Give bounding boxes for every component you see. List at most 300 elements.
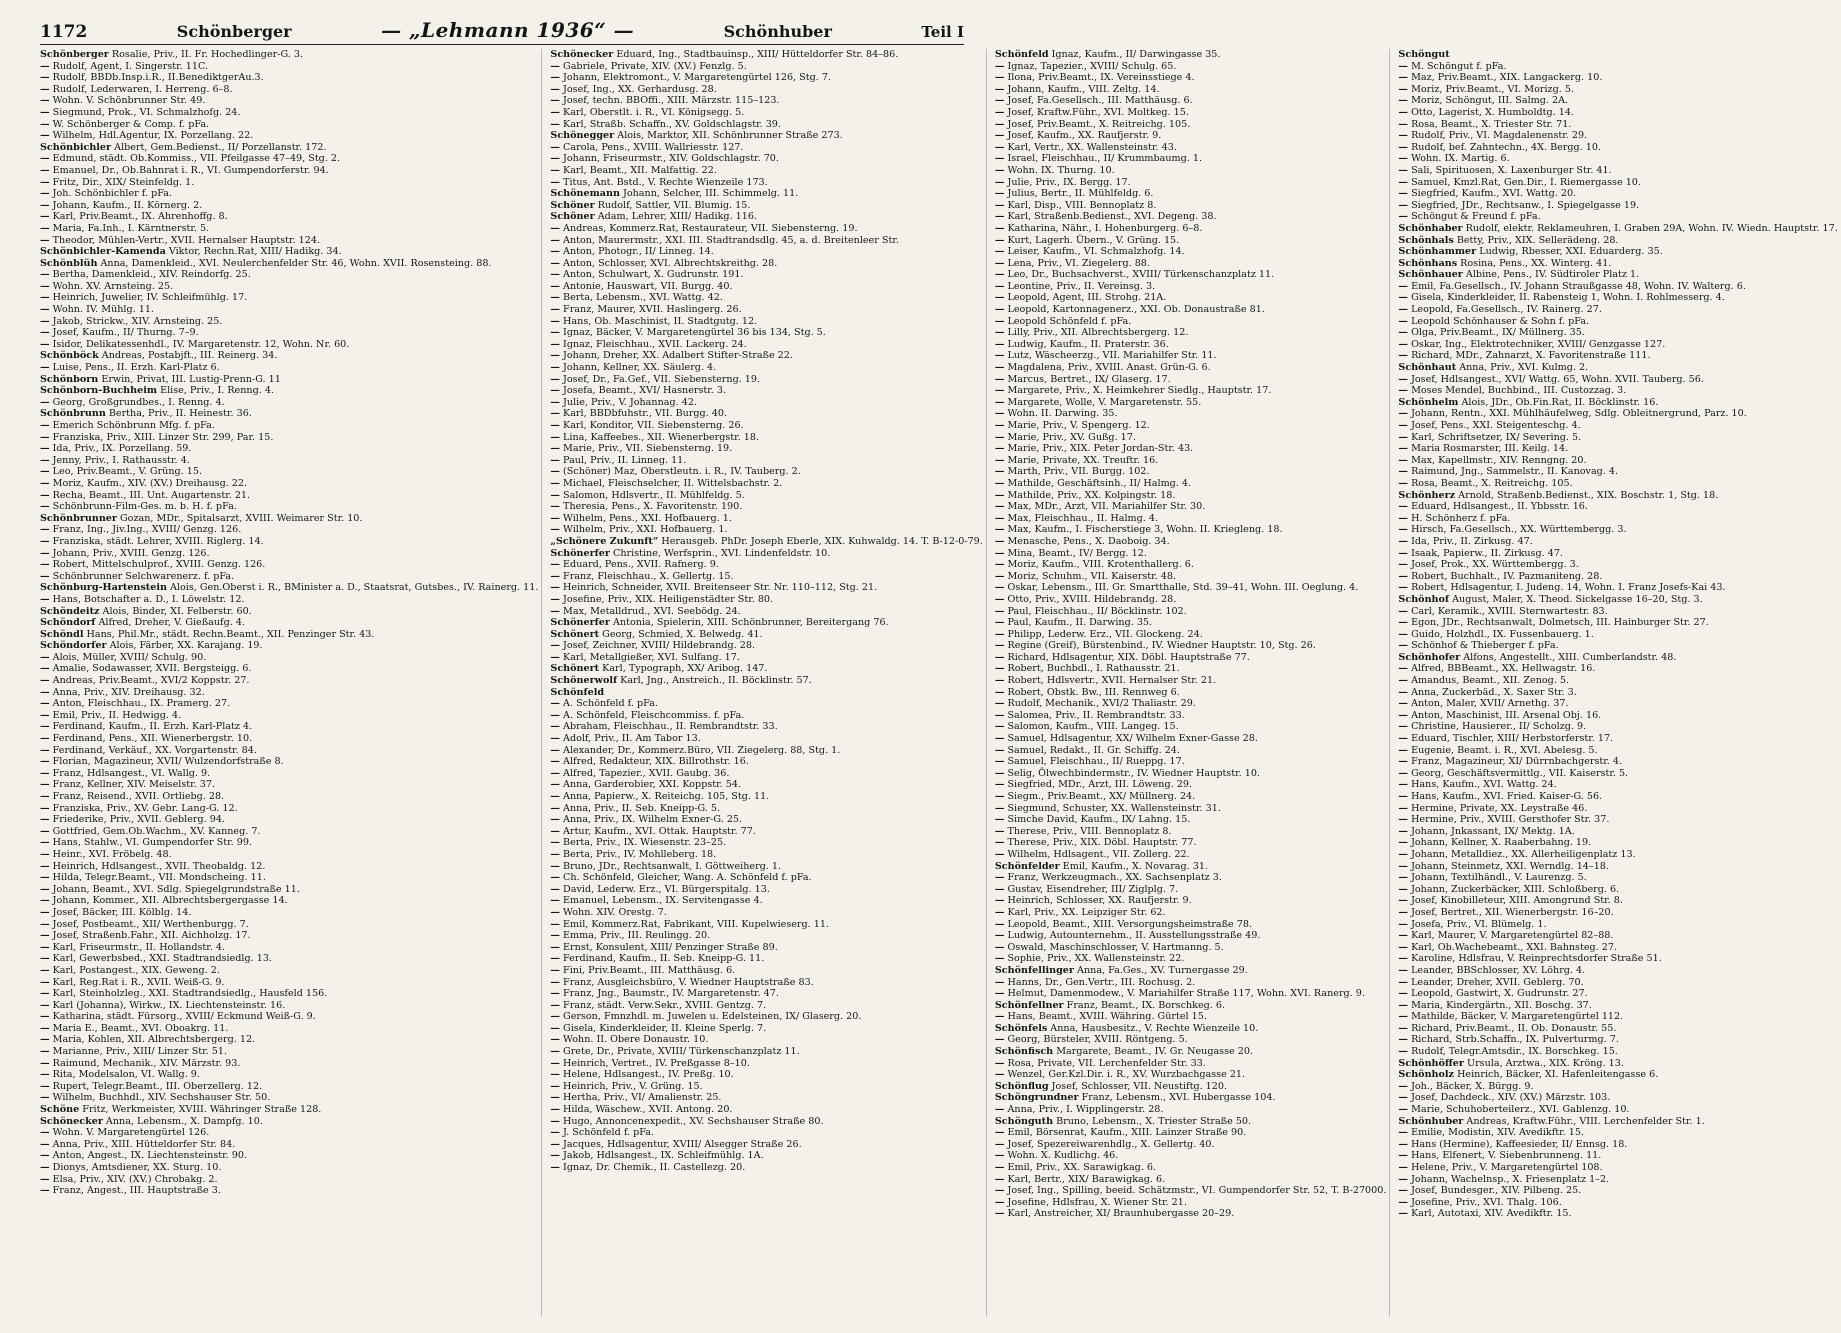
directory-entry <box>995 466 1387 478</box>
directory-entry <box>1398 1058 1837 1070</box>
entry-name: — <box>1398 1138 1409 1150</box>
entry-text: Franziska, städt. Lehrer, XVIII. Riglerg. 14. <box>49 535 264 547</box>
directory-entry <box>1398 374 1837 386</box>
entry-text: Gozan, MDr., Spitalsarzt, XVIII. Weimarer Str. 10. <box>116 512 363 524</box>
entry-name: — <box>994 373 1005 385</box>
entry-text: Robert, Hdlsagentur, I. Judeng. 14, Wohn. I. Franz Josefs-Kai 43. <box>1408 582 1726 594</box>
entry-name: — <box>1398 315 1409 327</box>
entry-text: Rudolf, elektr. Reklameuhren, I. Graben 29A, Wohn. IV. Wiedn. Hauptstr. 17. <box>1462 222 1838 234</box>
entry-text: Robert, Obstk. Bw., III. Rennweg 6. <box>1004 686 1180 698</box>
entry-name: — <box>40 651 50 663</box>
entry-text: Hirsch, Fa.Gesellsch., XX. Württembergg. 3. <box>1408 524 1627 536</box>
directory-entry <box>1398 397 1837 409</box>
entry-name: Schönherz <box>1398 489 1456 501</box>
directory-entry <box>1398 919 1837 931</box>
directory-entry <box>40 814 538 826</box>
entry-text: Karl, Steinholzleg., XXI. Stadtrandsiedlg., Hausfeld 156. <box>49 988 328 1000</box>
entry-name: — <box>40 1127 50 1139</box>
entry-name: — <box>550 976 560 988</box>
entry-name: — <box>994 118 1005 130</box>
entry-text: Heinrich, Vertret., IV. Preßgasse 8–10. <box>560 1057 750 1069</box>
entry-name: — <box>1398 1034 1409 1046</box>
entry-text: Alois, Gen.Oberst i. R., BMinister a. D., Staatsrat, Gutsbes., IV. Rainerg. 11. <box>166 582 539 594</box>
entry-text: Anna, Priv., XVI. Kulmg. 2. <box>1456 362 1589 374</box>
entry-text: Josef, techn. BBOffi., XIII. Märzstr. 115–123. <box>560 95 780 107</box>
entry-text: Siegfried, JDr., Rechtsanw., I. Spiegelgasse 19. <box>1408 199 1640 211</box>
directory-entry <box>550 200 982 212</box>
entry-name: — <box>1398 1104 1409 1116</box>
directory-entry <box>550 733 982 745</box>
entry-text: Marie, Priv., XV. Gußg. 17. <box>1004 431 1136 443</box>
entry-name: — <box>550 153 560 165</box>
entry-name: — <box>40 570 50 582</box>
entry-text: Rudolf, Agent, I. Singerstr. 11C. <box>49 60 208 72</box>
entry-text: Regine (Greif), Bürstenbind., IV. Wiedner Hauptstr. 10, Stg. 26. <box>1004 640 1316 652</box>
entry-text: Franz, Magazineur, XI/ Dürrnbachgerstr. 4. <box>1408 756 1623 768</box>
entry-name: — <box>550 1138 560 1150</box>
entry-name: Schöner <box>550 199 595 211</box>
entry-text: Recha, Beamt., III. Unt. Augartenstr. 21. <box>49 489 251 501</box>
directory-entry <box>40 919 538 931</box>
entry-name: — <box>994 257 1005 269</box>
entry-name: — <box>994 477 1005 489</box>
entry-text: Friederike, Priv., XVII. Geblerg. 94. <box>49 814 225 826</box>
entry-text: Leander, BBSchlosser, XV. Löhrg. 4. <box>1408 964 1586 976</box>
entry-name: — <box>40 733 50 745</box>
entry-name: — <box>1398 211 1409 223</box>
directory-entry <box>40 733 538 745</box>
entry-name: Schönerwolf <box>550 675 618 687</box>
entry-name: — <box>40 802 50 814</box>
entry-text: Johann, Zuckerbäcker, XIII. Schloßberg. 6. <box>1408 883 1620 895</box>
entry-text: Hans, Phil.Mr., städt. Rechn.Beamt., XII. Penzinger Str. 43. <box>83 628 375 640</box>
entry-name: Schönfeld <box>550 686 605 698</box>
entry-text: Rosa, Private, VII. Lerchenfelder Str. 33. <box>1004 1057 1206 1069</box>
entry-text: Edmund, städt. Ob.Kommiss., VII. Pfeilgasse 47–49, Stg. 2. <box>49 153 341 165</box>
directory-entry <box>995 965 1387 977</box>
entry-name: — <box>550 953 560 965</box>
directory-entry <box>550 745 982 757</box>
directory-entry <box>995 606 1387 618</box>
directory-entry <box>995 837 1387 849</box>
entry-text: Franz, Maurer, XVII. Haslingerg. 26. <box>560 304 742 316</box>
entry-name: — <box>550 234 560 246</box>
directory-entry <box>995 1150 1387 1162</box>
directory-entry <box>550 687 982 699</box>
directory-entry <box>1398 582 1837 594</box>
directory-entry <box>550 235 982 247</box>
entry-name: — <box>550 72 560 84</box>
entry-text: Gisela, Kinderkleider, II. Rabensteig 1, Wohn. I. Rohlmesserg. 4. <box>1408 292 1725 304</box>
entry-name: — <box>994 338 1005 350</box>
entry-name: — <box>550 477 560 489</box>
entry-text: Max, Fleischhau., II. Halmg. 4. <box>1004 512 1159 524</box>
entry-name: — <box>40 431 50 443</box>
entry-text: Josef, Postbeamt., XII/ Werthenburgg. 7. <box>49 918 249 930</box>
entry-text: Wohn. II. Obere Donaustr. 10. <box>560 1034 709 1046</box>
directory-entry <box>40 1139 538 1151</box>
entry-text: Hans, Botschafter a. D., I. Löwelstr. 12. <box>49 593 245 605</box>
entry-text: Eduard, Tischler, XIII/ Herbstorferstr. 17. <box>1408 733 1614 745</box>
entry-name: — <box>994 651 1005 663</box>
directory-entry <box>1398 165 1837 177</box>
entry-name: — <box>994 1034 1005 1046</box>
directory-entry <box>1398 490 1837 502</box>
entry-text: Sophie, Priv., XX. Wallensteinstr. 22. <box>1004 953 1185 965</box>
directory-entry <box>40 258 538 270</box>
entry-name: — <box>40 1022 50 1034</box>
entry-text: Artur, Kaufm., XVI. Ottak. Hauptstr. 77. <box>560 825 756 837</box>
entry-name: — <box>994 222 1005 234</box>
entry-text: Rupert, Telegr.Beamt., III. Oberzellerg. 12. <box>49 1080 263 1092</box>
entry-text: Gisela, Kinderkleider, II. Kleine Sperlg. 7. <box>560 1022 767 1034</box>
entry-name: Schönert <box>550 628 600 640</box>
entry-text: Karl, Maurer, V. Margaretengürtel 82–88. <box>1408 930 1614 942</box>
directory-entry <box>1398 95 1837 107</box>
directory-entry <box>995 814 1387 826</box>
entry-text: Karl, Postangest., XIX. Geweng. 2. <box>49 964 220 976</box>
entry-text: Philipp, Lederw. Erz., VII. Glockeng. 24. <box>1004 628 1203 640</box>
entry-text: Marianne, Priv., XIII/ Linzer Str. 51. <box>49 1046 228 1058</box>
directory-entry <box>550 965 982 977</box>
entry-name: — <box>994 95 1005 107</box>
entry-name: — <box>994 385 1005 397</box>
directory-entry <box>1398 513 1837 525</box>
directory-entry <box>40 559 538 571</box>
directory-entry <box>1398 1139 1837 1151</box>
directory-entry <box>40 524 538 536</box>
entry-name: — <box>40 396 50 408</box>
entry-text: Therese, Priv., XIX. Döbl. Hauptstr. 77. <box>1004 837 1197 849</box>
directory-entry <box>995 130 1387 142</box>
entry-name: — <box>1398 501 1409 513</box>
entry-name: — <box>1398 559 1409 571</box>
directory-entry <box>1398 1092 1837 1104</box>
entry-text: Fini, Priv.Beamt., III. Matthäusg. 6. <box>560 964 736 976</box>
directory-entry <box>550 1069 982 1081</box>
directory-entry <box>995 1023 1387 1035</box>
directory-entry <box>1398 791 1837 803</box>
directory-entry <box>40 930 538 942</box>
entry-name: — <box>550 350 560 362</box>
directory-entry <box>40 710 538 722</box>
entry-text: Richard, Hdlsagentur, XIX. Döbl. Hauptstraße 77. <box>1004 651 1250 663</box>
entry-name: — <box>994 802 1005 814</box>
entry-name: — <box>550 246 560 258</box>
entry-name: — <box>994 327 1005 339</box>
entry-name: — <box>550 292 560 304</box>
entry-name: — <box>1398 825 1409 837</box>
entry-name: — <box>550 60 560 72</box>
directory-entry <box>550 119 982 131</box>
entry-name: — <box>40 443 50 455</box>
entry-text: Josef, Kaufm., II/ Thurng. 7–9. <box>49 327 199 339</box>
entry-text: Wohn. IX. Thurng. 10. <box>1004 164 1115 176</box>
directory-entry <box>1398 536 1837 548</box>
directory-entry <box>1398 350 1837 362</box>
entry-name: — <box>40 906 50 918</box>
directory-columns <box>40 49 1838 1317</box>
entry-name: Schönerfer <box>550 547 610 559</box>
entry-text: Luise, Pens., II. Erzh. Karl-Platz 6. <box>49 362 220 374</box>
entry-name: — <box>994 1104 1005 1116</box>
directory-entry <box>550 1150 982 1162</box>
directory-entry <box>40 803 538 815</box>
directory-entry <box>40 153 538 165</box>
entry-name: — <box>994 675 1005 687</box>
entry-text: Heinrich, Juwelier, IV. Schleifmühlg. 17. <box>49 292 248 304</box>
directory-entry <box>995 1046 1387 1058</box>
entry-text: Johann, Jnkassant, IX/ Mektg. 1A. <box>1408 825 1575 837</box>
entry-name: — <box>40 83 50 95</box>
entry-text: Rudolf, Telegr.Amtsdir., IX. Borschkeg. 15. <box>1408 1046 1618 1058</box>
entry-text: Oskar, Ing., Elektrotechniker, XVIII/ Genzgasse 127. <box>1408 338 1666 350</box>
directory-entry <box>40 107 538 119</box>
entry-text: Carola, Pens., XVIII. Wallriesstr. 127. <box>560 141 744 153</box>
directory-entry <box>40 49 538 61</box>
entry-text: Eduard, Ing., Stadtbauinsp., XIII/ Hütteldorfer Str. 84–86. <box>613 49 899 60</box>
entry-text: Karl, Metallgießer, XVI. Sulfang. 17. <box>560 651 740 663</box>
directory-entry <box>995 350 1387 362</box>
entry-text: Jakob, Strickw., XIV. Arnsteing. 25. <box>49 315 223 327</box>
entry-text: Margarete, Priv., X. Heimkehrer Siedlg., Hauptstr. 17. <box>1004 385 1272 397</box>
entry-text: Robert, Hdlsvertr., XVII. Hernalser Str. 21. <box>1004 675 1217 687</box>
entry-text: Rosina, Pens., XX. Winterg. 41. <box>1457 257 1612 269</box>
entry-name: — <box>1398 895 1409 907</box>
entry-name: — <box>994 941 1005 953</box>
directory-entry <box>1398 1069 1837 1081</box>
entry-text: Berta, Lebensm., XVI. Wattg. 42. <box>560 292 723 304</box>
directory-entry <box>995 420 1387 432</box>
entry-name: — <box>550 257 560 269</box>
directory-entry <box>995 72 1387 84</box>
directory-entry <box>550 316 982 328</box>
directory-entry <box>1398 258 1837 270</box>
entry-text: Alois, Müller, XVIII/ Schulg. 90. <box>49 651 207 663</box>
directory-entry <box>995 536 1387 548</box>
entry-text: Wohn. II. Darwing. 35. <box>1004 408 1118 420</box>
directory-entry <box>40 837 538 849</box>
entry-text: Wohn. XIV. Orestg. 7. <box>560 906 667 918</box>
directory-entry <box>1398 61 1837 73</box>
entry-name: — <box>1398 83 1409 95</box>
entry-text: Karl, Beamt., XII. Malfattig. 22. <box>560 164 717 176</box>
entry-name: — <box>994 767 1005 779</box>
entry-name: — <box>1398 663 1409 675</box>
entry-text: Katharina, Nähr., I. Hohenburgerg. 6–8. <box>1004 222 1203 234</box>
directory-entry <box>995 1174 1387 1186</box>
entry-text: Max, Kaufm., I. Fischerstiege 3, Wohn. II. Kriegleng. 18. <box>1004 524 1283 536</box>
entry-name: — <box>994 582 1005 594</box>
entry-text: Raimund, Jng., Sammelstr., II. Kanovag. 4. <box>1408 466 1619 478</box>
entry-text: Ursula, Arztwa., XIX. Kröng. 13. <box>1463 1057 1624 1069</box>
entry-name: — <box>40 164 50 176</box>
entry-name: — <box>994 721 1005 733</box>
entry-name: — <box>994 141 1005 153</box>
entry-name: — <box>550 489 560 501</box>
entry-text: Johann, Dreher, XX. Adalbert Stifter-Straße 22. <box>560 350 793 362</box>
entry-name: Schönholz <box>1398 1069 1455 1081</box>
entry-name: — <box>550 327 560 339</box>
entry-name: — <box>40 362 50 374</box>
directory-entry <box>1398 443 1837 455</box>
entry-text: Heinrich, Priv., V. Grüng. 15. <box>560 1080 703 1092</box>
directory-entry <box>40 466 538 478</box>
entry-name: — <box>550 559 560 571</box>
directory-entry <box>1398 733 1837 745</box>
entry-name: — <box>550 1022 560 1034</box>
entry-text: Moriz, Kaufm., XIV. (XV.) Dreihausg. 22. <box>49 477 248 489</box>
entry-text: Josef, Straßenb.Fahr., XII. Aichholzg. 17. <box>49 930 251 942</box>
directory-entry <box>550 362 982 374</box>
entry-name: — <box>1398 675 1409 687</box>
directory-entry <box>550 652 982 664</box>
entry-text: Emanuel, Dr., Ob.Bahnrat i. R., VI. Gumpendorferstr. 94. <box>49 164 329 176</box>
entry-text: Hans, Kaufm., XVI. Wattg. 24. <box>1408 779 1557 791</box>
entry-name: — <box>1398 617 1409 629</box>
directory-entry <box>1398 1011 1837 1023</box>
entry-text: M. Schöngut f. pFa. <box>1408 60 1507 72</box>
directory-entry <box>1398 1185 1837 1197</box>
entry-text: Ignaz, Bäcker, V. Margaretengürtel 36 bis 134, Stg. 5. <box>560 327 826 339</box>
entry-text: Mathilde, Bäcker, V. Margaretengürtel 112. <box>1408 1011 1624 1023</box>
entry-name: — <box>550 304 560 316</box>
directory-entry <box>995 988 1387 1000</box>
entry-text: Franz, Fleischhau., X. Gellertg. 15. <box>560 570 734 582</box>
entry-name: — <box>40 199 50 211</box>
entry-text: Herausgeb. PhDr. Joseph Eberle, XIX. Kuhwaldg. 14. T. B-12-0-79. <box>658 535 983 547</box>
directory-entry <box>550 756 982 768</box>
entry-text: Lina, Kaffeebes., XII. Wienerbergstr. 18. <box>560 431 760 443</box>
entry-text: Joh. Schönbichler f. pFa. <box>49 188 172 200</box>
entry-name: — <box>40 315 50 327</box>
header-part: Teil I <box>921 23 964 41</box>
directory-entry <box>1398 1116 1837 1128</box>
entry-name: Schönflug <box>994 1080 1049 1092</box>
entry-text: Johann, Friseurmstr., XIV. Goldschlagstr. 70. <box>560 153 779 165</box>
directory-entry <box>1398 385 1837 397</box>
directory-entry <box>550 640 982 652</box>
directory-entry <box>40 606 538 618</box>
entry-name: — <box>994 883 1005 895</box>
entry-name: — <box>550 814 560 826</box>
directory-entry <box>1398 826 1837 838</box>
entry-text: Lena, Priv., VI. Ziegelerg. 88. <box>1004 257 1150 269</box>
entry-text: Hans, Beamt., XVIII. Währing. Gürtel 15. <box>1004 1011 1207 1023</box>
entry-name: — <box>550 1011 560 1023</box>
directory-entry <box>995 269 1387 281</box>
directory-entry <box>995 872 1387 884</box>
entry-text: Hans, Elfenert, V. Siebenbrunneng. 11. <box>1408 1150 1602 1162</box>
entry-name: — <box>550 651 560 663</box>
entry-name: — <box>994 640 1005 652</box>
entry-name: Schönhammer <box>1398 246 1477 258</box>
entry-name: — <box>40 1162 50 1173</box>
entry-text: Hilda, Wäschew., XVII. Antong. 20. <box>560 1104 733 1116</box>
entry-name: — <box>550 1162 560 1173</box>
directory-column-1 <box>40 49 542 1317</box>
entry-name: — <box>994 988 1005 1000</box>
directory-entry <box>995 397 1387 409</box>
directory-entry <box>1398 1023 1837 1035</box>
entry-name: — <box>550 373 560 385</box>
entry-text: Bruno, Lebensm., X. Triester Straße 50. <box>1053 1115 1252 1127</box>
entry-name: Schönhöffer <box>1398 1057 1464 1069</box>
entry-name: — <box>550 315 560 327</box>
directory-entry <box>995 1034 1387 1046</box>
entry-name: — <box>1398 605 1409 617</box>
entry-text: Fritz, Werkmeister, XVIII. Währinger Straße 128. <box>79 1104 322 1116</box>
entry-text: Gustav, Eisendreher, III/ Ziglplg. 7. <box>1004 883 1179 895</box>
entry-text: Franz, Ing., Jiv.Ing., XVIII/ Genzg. 126. <box>49 524 242 536</box>
entry-text: Johann, Kaufm., II. Körnerg. 2. <box>49 199 203 211</box>
directory-entry <box>1398 606 1837 618</box>
entry-text: Olga, Priv.Beamt., IX/ Müllnerg. 35. <box>1408 327 1585 339</box>
entry-name: — <box>550 1127 560 1139</box>
entry-text: Josef, Prok., XX. Württembergg. 3. <box>1408 559 1579 571</box>
directory-entry <box>550 536 982 548</box>
entry-text: Wilhelm, Buchhdl., XIV. Sechshauser Str. 50. <box>49 1092 271 1104</box>
directory-entry <box>1398 779 1837 791</box>
entry-text: Elise, Priv., I. Renng. 4. <box>157 385 274 397</box>
entry-name: — <box>994 153 1005 165</box>
entry-name: — <box>994 1162 1005 1173</box>
entry-text: Karl, Bertr., XIX/ Barawigkag. 6. <box>1004 1173 1166 1185</box>
entry-name: — <box>1398 1162 1409 1173</box>
entry-text: Ilona, Priv.Beamt., IX. Vereinsstiege 4. <box>1004 72 1195 84</box>
entry-name: — <box>994 188 1005 200</box>
directory-entry <box>995 1208 1387 1220</box>
entry-name: — <box>40 976 50 988</box>
entry-text: Alois, Binder, XI. Felberstr. 60. <box>99 605 252 617</box>
entry-text: Franziska, Priv., XV. Gebr. Lang-G. 12. <box>49 802 238 814</box>
directory-entry <box>995 977 1387 989</box>
entry-text: Hilda, Telegr.Beamt., VII. Mondscheing. 11. <box>49 872 266 884</box>
entry-text: Richard, MDr., Zahnarzt, X. Favoritenstraße 111. <box>1408 350 1651 362</box>
entry-text: Heinr., XVI. Fröbelg. 48. <box>49 848 172 860</box>
header-left-word: Schönberger <box>176 22 292 41</box>
directory-entry <box>550 408 982 420</box>
entry-text: Heinrich, Hdlsangest., XVII. Theobaldg. 12. <box>49 860 266 872</box>
directory-entry <box>1398 942 1837 954</box>
directory-entry <box>1398 663 1837 675</box>
entry-text: Moriz, Priv.Beamt., VI. Morizg. 5. <box>1408 83 1574 95</box>
entry-name: — <box>1398 72 1409 84</box>
entry-name: — <box>994 547 1005 559</box>
entry-text: Andreas, Postabjft., III. Reinerg. 34. <box>98 350 278 362</box>
directory-entry <box>40 1150 538 1162</box>
entry-text: Georg, Geschäftsvermittlg., VII. Kaiserstr. 5. <box>1408 767 1629 779</box>
directory-entry <box>995 362 1387 374</box>
directory-entry <box>40 119 538 131</box>
directory-entry <box>40 1081 538 1093</box>
directory-entry <box>550 617 982 629</box>
entry-text: Ch. Schönfeld, Gleicher, Wang. A. Schönfeld f. pFa. <box>560 872 812 884</box>
entry-text: Johann, Beamt., XVI. Sdlg. Spiegelgrundstraße 11. <box>49 883 300 895</box>
entry-text: Schönhof & Thieberger f. pFa. <box>1408 640 1559 652</box>
header-right-word: Schönhuber <box>723 22 832 41</box>
entry-text: Georg, Schmied, X. Belwedg. 41. <box>599 628 763 640</box>
entry-name: — <box>1398 443 1409 455</box>
entry-text: Viktor, Rechn.Rat, XIII/ Hadikg. 34. <box>165 246 342 258</box>
directory-entry <box>995 1116 1387 1128</box>
directory-entry <box>550 895 982 907</box>
entry-text: David, Lederw. Erz., VI. Bürgerspitalg. 13. <box>560 883 770 895</box>
directory-entry <box>40 826 538 838</box>
entry-text: Jakob, Hdlsangest., IX. Schleifmühlg. 1A. <box>560 1150 764 1162</box>
entry-name: — <box>40 895 50 907</box>
directory-entry <box>550 582 982 594</box>
